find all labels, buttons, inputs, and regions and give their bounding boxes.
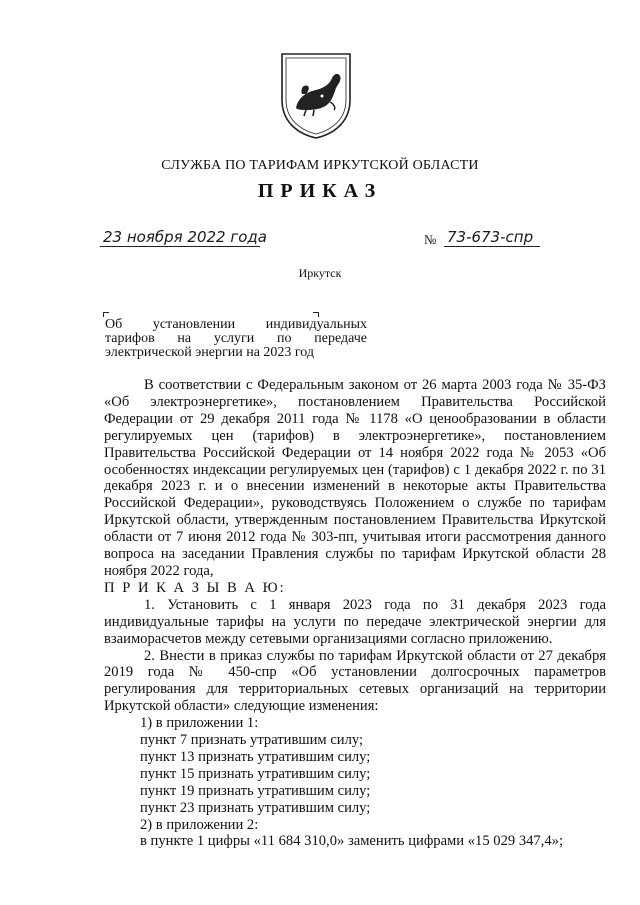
preamble-paragraph: В соответствии с Федеральным законом от 26 марта 2003 года № 35-ФЗ «Об электроэнергетике», постановлением Правительства Российской Федерации от 29 декабря 2011 года № 1178 «О ценообразовании в области регулируемых цен (тарифов) в электроэнергетике», постановлением Правительства Российской Федерации от 14 ноября 2022 года № 2053 «Об особенностях индексации регулируемых цен (тарифов) с 1 декабря 2022 г. по 31 декабря 2023 г. и о внесении изменений в некоторые акты Правительства Российской Федерации», руководствуясь Положением о службе по тарифам Иркутской области, утвержденным постановлением Правительства Иркутской области от 7 июня 2012 года № 303-пп, учитывая итоги рассмотрения данного вопроса на заседании Правления службы по тарифам Иркутской области 28 ноября 2022 года, xyxy=(104,377,606,579)
number-label: № xyxy=(424,232,437,247)
sub-item: пункт 13 признать утратившим силу; xyxy=(140,748,371,765)
city-name: Иркутск xyxy=(298,266,342,280)
order-word: П Р И К А З Ы В А Ю: xyxy=(104,579,286,596)
document-date: 23 ноября 2022 года xyxy=(103,228,267,246)
coat-of-arms-emblem xyxy=(276,48,356,140)
sub-item: 1) в приложении 1: xyxy=(140,715,259,732)
document-number: 73-673-спр xyxy=(447,228,534,246)
sub-item: пункт 7 признать утратившим силу; xyxy=(140,732,364,749)
sub-item: 2) в приложении 2: xyxy=(140,816,259,833)
document-title: ПРИКАЗ xyxy=(257,180,383,202)
subject-line: Об установлении индивидуальных xyxy=(105,317,367,332)
subject-line: тарифов на услуги по передаче xyxy=(105,331,367,346)
sub-item: пункт 19 признать утратившим силу; xyxy=(140,782,371,799)
order-item-1: 1. Установить с 1 января 2023 года по 31 декабря 2023 года индивидуальные тарифы на услуги по передаче электрической энергии для взаиморасчетов между сетевыми организациями согласно приложению. xyxy=(104,596,606,647)
date-underline xyxy=(100,246,260,247)
subject-block xyxy=(105,318,367,360)
sub-item: в пункте 1 цифры «11 684 310,0» заменить цифрами «15 029 347,4»; xyxy=(140,833,564,850)
order-item-2: 2. Внести в приказ службы по тарифам Иркутской области от 27 декабря 2019 года № 450-спр «Об установлении долгосрочных параметров регулирования для территориальных сетевых организаций на территории Иркутской области» следующие изменения: xyxy=(104,647,606,715)
sub-item: пункт 15 признать утратившим силу; xyxy=(140,765,371,782)
document-body xyxy=(104,377,606,850)
number-underline xyxy=(444,246,540,247)
sub-item: пункт 23 признать утратившим силу; xyxy=(140,799,371,816)
agency-name: СЛУЖБА ПО ТАРИФАМ ИРКУТСКОЙ ОБЛАСТИ xyxy=(161,158,479,173)
subject-line: электрической энергии на 2023 год xyxy=(105,345,315,360)
